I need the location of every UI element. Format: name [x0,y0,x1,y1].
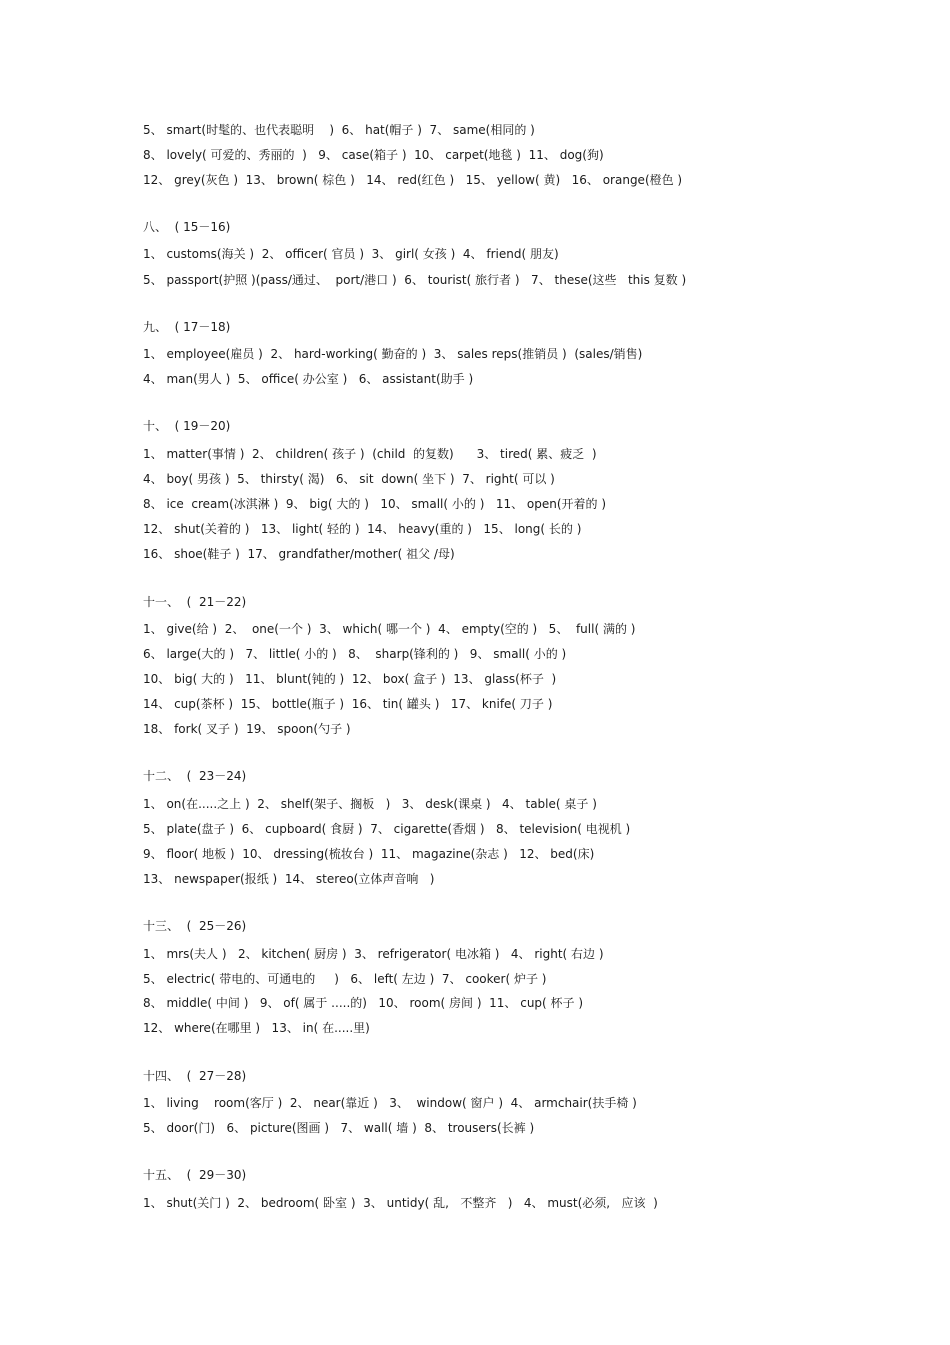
vocab-line: 10、 big( 大的 ) 11、 blunt(钝的 ) 12、 box( 盒子 ) 13、 glass(杯子 ) [143,672,557,686]
section-heading: 十五、 ( 29－30) [143,1168,247,1182]
vocab-line: 5、 passport(护照 )(pass/通过、 port/港口 ) 6、 tourist( 旅行者 ) 7、 these(这些 this 复数 ) [143,273,687,287]
vocab-line: 5、 door(门) 6、 picture(图画 ) 7、 wall( 墙 ) 8、 trousers(长裤 ) [143,1121,535,1135]
section-heading: 十四、 ( 27－28) [143,1069,247,1083]
section-heading: 十三、 ( 25－26) [143,919,247,933]
vocab-line: 12、 where(在哪里 ) 13、 in( 在.....里) [143,1021,370,1035]
section-heading: 十一、 ( 21－22) [143,595,247,609]
vocab-line: 1、 living room(客厅 ) 2、 near(靠近 ) 3、 window( 窗户 ) 4、 armchair(扶手椅 ) [143,1096,637,1110]
vocab-line: 13、 newspaper(报纸 ) 14、 stereo(立体声音响 ) [143,872,435,886]
section-heading: 十二、 ( 23－24) [143,769,247,783]
section-heading: 八、 ( 15－16) [143,220,231,234]
vocab-line: 6、 large(大的 ) 7、 little( 小的 ) 8、 sharp(锋利的 ) 9、 small( 小的 ) [143,647,567,661]
vocab-line: 12、 grey(灰色 ) 13、 brown( 棕色 ) 14、 red(红色 ) 15、 yellow( 黄) 16、 orange(橙色 ) [143,173,683,187]
vocab-line: 1、 shut(关门 ) 2、 bedroom( 卧室 ) 3、 untidy( 乱, 不整齐 ) 4、 must(必须, 应该 ) [143,1196,658,1210]
vocab-line: 5、 electric( 带电的、可通电的 ) 6、 left( 左边 ) 7、 cooker( 炉子 ) [143,972,547,986]
vocab-line: 8、 lovely( 可爱的、秀丽的 ) 9、 case(箱子 ) 10、 carpet(地毯 ) 11、 dog(狗) [143,148,604,162]
vocab-line: 5、 smart(时髦的、也代表聪明 ) 6、 hat(帽子 ) 7、 same(相同的 ) [143,123,535,137]
vocab-line: 16、 shoe(鞋子 ) 17、 grandfather/mother( 祖父 /母) [143,547,455,561]
vocab-line: 1、 employee(雇员 ) 2、 hard-working( 勤奋的 ) 3、 sales reps(推销员 ) (sales/销售) [143,347,643,361]
vocab-line: 5、 plate(盘子 ) 6、 cupboard( 食厨 ) 7、 cigarette(香烟 ) 8、 television( 电视机 ) [143,822,631,836]
section-heading: 十、 ( 19－20) [143,419,231,433]
section-heading: 九、 ( 17－18) [143,320,231,334]
vocab-line: 1、 give(给 ) 2、 one(一个 ) 3、 which( 哪一个 ) 4、 empty(空的 ) 5、 full( 满的 ) [143,622,636,636]
vocab-line: 1、 mrs(夫人 ) 2、 kitchen( 厨房 ) 3、 refrigerator( 电冰箱 ) 4、 right( 右边 ) [143,947,604,961]
vocab-line: 1、 customs(海关 ) 2、 officer( 官员 ) 3、 girl( 女孩 ) 4、 friend( 朋友) [143,247,559,261]
vocab-line: 14、 cup(茶杯 ) 15、 bottle(瓶子 ) 16、 tin( 罐头 ) 17、 knife( 刀子 ) [143,697,553,711]
vocab-line: 1、 on(在.....之上 ) 2、 shelf(架子、搁板 ) 3、 desk(课桌 ) 4、 table( 桌子 ) [143,797,597,811]
vocab-line: 9、 floor( 地板 ) 10、 dressing(梳妆台 ) 11、 magazine(杂志 ) 12、 bed(床) [143,847,595,861]
vocab-line: 4、 man(男人 ) 5、 office( 办公室 ) 6、 assistant(助手 ) [143,372,474,386]
vocab-line: 18、 fork( 叉子 ) 19、 spoon(勺子 ) [143,722,351,736]
vocab-line: 4、 boy( 男孩 ) 5、 thirsty( 渴) 6、 sit down( 坐下 ) 7、 right( 可以 ) [143,472,555,486]
vocab-line: 12、 shut(关着的 ) 13、 light( 轻的 ) 14、 heavy(重的 ) 15、 long( 长的 ) [143,522,582,536]
vocab-line: 8、 ice cream(冰淇淋 ) 9、 big( 大的 ) 10、 small( 小的 ) 11、 open(开着的 ) [143,497,607,511]
vocab-line: 1、 matter(事情 ) 2、 children( 孩子 ) (child 的复数) 3、 tired( 累、疲乏 ) [143,447,597,461]
vocab-line: 8、 middle( 中间 ) 9、 of( 属于 .....的) 10、 room( 房间 ) 11、 cup( 杯子 ) [143,996,584,1010]
